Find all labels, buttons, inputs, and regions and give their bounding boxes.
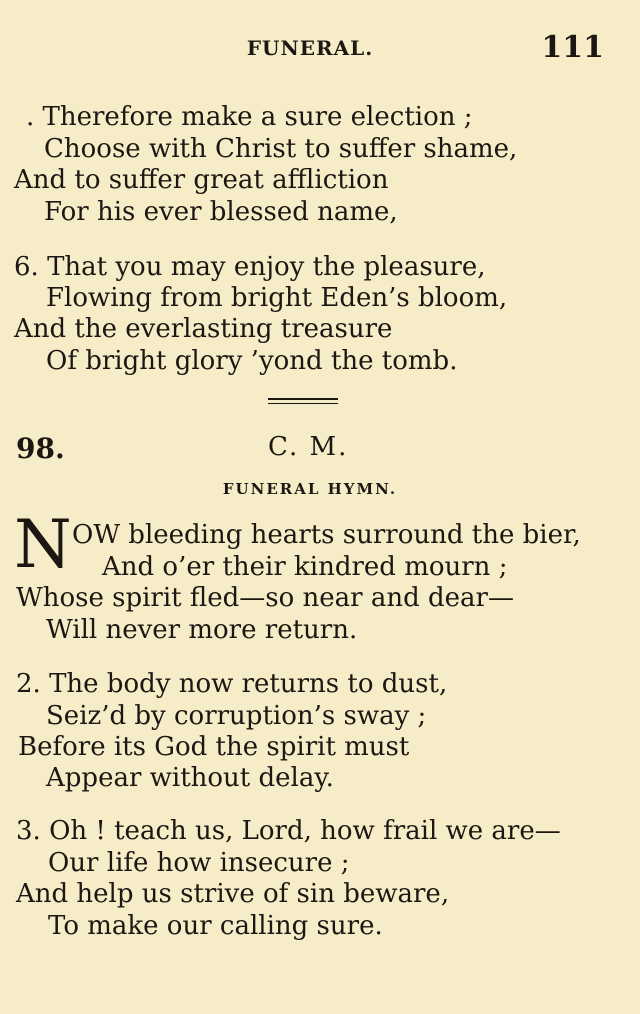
verse-line: 3. Oh ! teach us, Lord, how frail we are—: [16, 816, 561, 846]
verse-line: And to suffer great affliction: [14, 165, 389, 195]
section-divider: [268, 398, 338, 404]
verse-line: To make our calling sure.: [48, 911, 383, 941]
verse-line: And the everlasting treasure: [14, 314, 393, 344]
verse-line: 6. That you may enjoy the pleasure,: [14, 252, 486, 282]
verse-line: Seiz’d by corruption’s sway ;: [46, 701, 427, 731]
verse-line: Appear without delay.: [46, 763, 334, 793]
drop-cap: N: [14, 506, 72, 583]
verse-line: Flowing from bright Eden’s bloom,: [46, 283, 508, 313]
verse-line: For his ever blessed name,: [44, 197, 398, 227]
verse-line: And o’er their kindred mourn ;: [102, 552, 508, 582]
verse-line: 2. The body now returns to dust,: [16, 669, 448, 699]
verse-line: Before its God the spirit must: [18, 732, 410, 762]
verse-line: Whose spirit fled—so near and dear—: [16, 583, 514, 613]
verse-line: OW bleeding hearts surround the bier,: [72, 520, 581, 550]
hymn-number: 98.: [16, 432, 65, 465]
running-header: FUNERAL.: [246, 36, 374, 60]
page-number: 111: [541, 30, 604, 65]
verse-line: . Therefore make a sure election ;: [26, 102, 473, 132]
hymn-meter: C. M.: [268, 432, 349, 462]
verse-line: Will never more return.: [46, 615, 358, 645]
verse-line: And help us strive of sin beware,: [16, 879, 450, 909]
verse-line: Of bright glory ’yond the tomb.: [46, 346, 458, 376]
verse-line: Choose with Christ to suffer shame,: [44, 134, 518, 164]
hymn-subtitle: FUNERAL HYMN.: [222, 480, 398, 498]
verse-line: Our life how insecure ;: [48, 848, 350, 878]
